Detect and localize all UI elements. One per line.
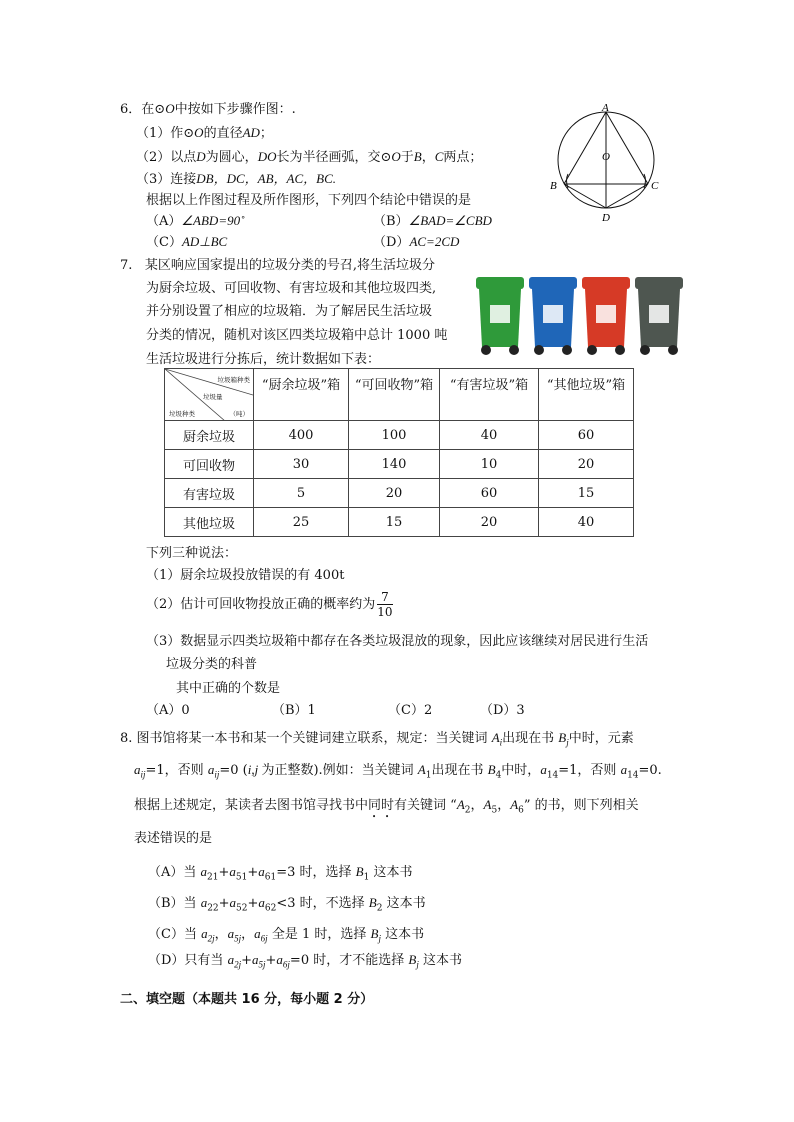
q8-option-c: （C）当 $a_{2j}$，$a_{5j}$，$a_{6j}$ 全是 1 时，选择 $B_j$ 这本书 [148, 926, 425, 944]
corner-bin-type: 垃圾箱种类 [217, 376, 250, 384]
label-c: C [651, 180, 659, 192]
q7-statement-3: （3）数据显示四类垃圾箱中都存在各类垃圾混放的现象，因此应该继续对居民进行生活 [146, 634, 649, 649]
table-cell: 15 [349, 508, 440, 537]
q6-option-a: （A）∠ABD=90˚ [146, 213, 245, 229]
q7-option-b: （B）1 [272, 703, 316, 718]
table-cell: 30 [254, 450, 349, 479]
q8-line4: 表述错误的是 [134, 831, 213, 846]
table-cell: 400 [254, 421, 349, 450]
circle-diagram [542, 100, 674, 230]
q7-option-d: （D）3 [480, 703, 525, 718]
table-cell: 15 [539, 479, 634, 508]
row-label: 可回收物 [165, 450, 254, 479]
corner-amount: 垃圾量 [203, 393, 223, 401]
trash-bin-icon [529, 277, 577, 355]
q8-line2: $a_{ij}=1$，否则 $a_{ij}=0$ (i,j 为正整数).例如：当关键词 $A_1$出现在书 $B_4$中时，$a_{14}=1$，否则 $a_{14}=0$. [134, 762, 662, 781]
q7-statement-1: （1）厨余垃圾投放错误的有 400t [146, 568, 345, 583]
q7-option-c: （C）2 [388, 703, 433, 718]
table-cell: 20 [539, 450, 634, 479]
q7-line5: 生活垃圾进行分拣后，统计数据如下表： [146, 352, 381, 367]
q6-option-b: （B）∠BAD=∠CBD [373, 213, 492, 229]
fraction-7-10: $\frac{7}{10}$ [377, 590, 393, 619]
table-cell: 20 [440, 508, 539, 537]
table-cell: 25 [254, 508, 349, 537]
row-label: 其他垃圾 [165, 508, 254, 537]
table-cell: 60 [440, 479, 539, 508]
trash-bin-icon [635, 277, 683, 355]
corner-unit: （吨） [229, 410, 249, 418]
table-cell: 5 [254, 479, 349, 508]
q6-question: 根据以上作图过程及所作图形，下列四个结论中错误的是 [146, 193, 472, 208]
q6-option-c: （C）AD⊥BC [146, 234, 228, 250]
table-cell: 60 [539, 421, 634, 450]
trash-bin-icon [476, 277, 524, 355]
table-row [165, 450, 634, 479]
q7-question: 其中正确的个数是 [176, 681, 281, 696]
q7-statement-2: （2）估计可回收物投放正确的概率约为 $\frac{7}{10}$ [146, 590, 393, 619]
table-row [165, 421, 634, 450]
q7-intro: 下列三种说法： [146, 546, 238, 561]
q8-option-b: （B）当 $a_{22}+a_{52}+a_{62}<3$ 时，不选择 $B_2$ 这本书 [148, 895, 426, 914]
q8-option-a: （A）当 $a_{21}+a_{51}+a_{61}=3$ 时，选择 $B_1$ 这本书 [148, 864, 413, 883]
table-header: “厨余垃圾”箱 [254, 369, 349, 421]
table-cell: 40 [539, 508, 634, 537]
q7-statement-3-cont: 垃圾分类的科普 [166, 657, 258, 672]
q7-line1: 7. 某区响应国家提出的垃圾分类的号召,将生活垃圾分 [120, 258, 435, 273]
table-corner-cell [165, 369, 254, 421]
row-label: 有害垃圾 [165, 479, 254, 508]
table-cell: 10 [440, 450, 539, 479]
q6-option-d: （D）AC=2CD [373, 234, 460, 250]
q8-option-d: （D）只有当 $a_{2j}+a_{5j}+a_{6j}=0$ 时，才不能选择 $B_j$ 这本书 [148, 952, 462, 970]
trash-bins-image [474, 273, 688, 357]
table-cell: 40 [440, 421, 539, 450]
table-cell: 100 [349, 421, 440, 450]
label-a: A [602, 102, 609, 114]
table-header: “其他垃圾”箱 [539, 369, 634, 421]
table-row [165, 479, 634, 508]
label-d: D [602, 212, 610, 224]
row-label: 厨余垃圾 [165, 421, 254, 450]
q6-step3: （3）连接DB，DC，AB，AC，BC. [136, 171, 337, 187]
q6-step1: （1）作⊙O的直径AD； [136, 125, 273, 141]
q6-step2: （2）以点D为圆心，DO长为半径画弧，交⊙O于B，C两点； [136, 149, 483, 165]
q7-option-a: （A）0 [146, 703, 190, 718]
label-b: B [550, 180, 557, 192]
table-header: “有害垃圾”箱 [440, 369, 539, 421]
table-cell: 20 [349, 479, 440, 508]
garbage-table [164, 368, 634, 537]
q6-stem: 6．在⊙O中按如下步骤作图：. [120, 101, 296, 117]
table-cell: 140 [349, 450, 440, 479]
q8-line1: 8. 图书馆将某一本书和某一个关键词建立联系，规定：当关键词 $A_i$出现在书 $B_j$中时，元素 [120, 730, 634, 748]
corner-garbage-type: 垃圾种类 [169, 410, 195, 418]
q7-line3: 并分别设置了相应的垃圾箱．为了解居民生活垃圾 [146, 304, 433, 319]
table-row [165, 508, 634, 537]
q8-line3: 根据上述规定，某读者去图书馆寻找书中同时有关键词 “$A_2$，$A_5$，$A_6$” 的书，则下列相关 [134, 797, 639, 816]
q7-line4: 分类的情况，随机对该区四类垃圾箱中总计 1000 吨 [146, 328, 448, 343]
table-header: “可回收物”箱 [349, 369, 440, 421]
label-o: O [602, 151, 610, 163]
q7-line2: 为厨余垃圾、可回收物、有害垃圾和其他垃圾四类, [146, 281, 437, 296]
trash-bin-icon [582, 277, 630, 355]
section-2-title: 二、填空题（本题共 16 分，每小题 2 分） [120, 992, 374, 1007]
